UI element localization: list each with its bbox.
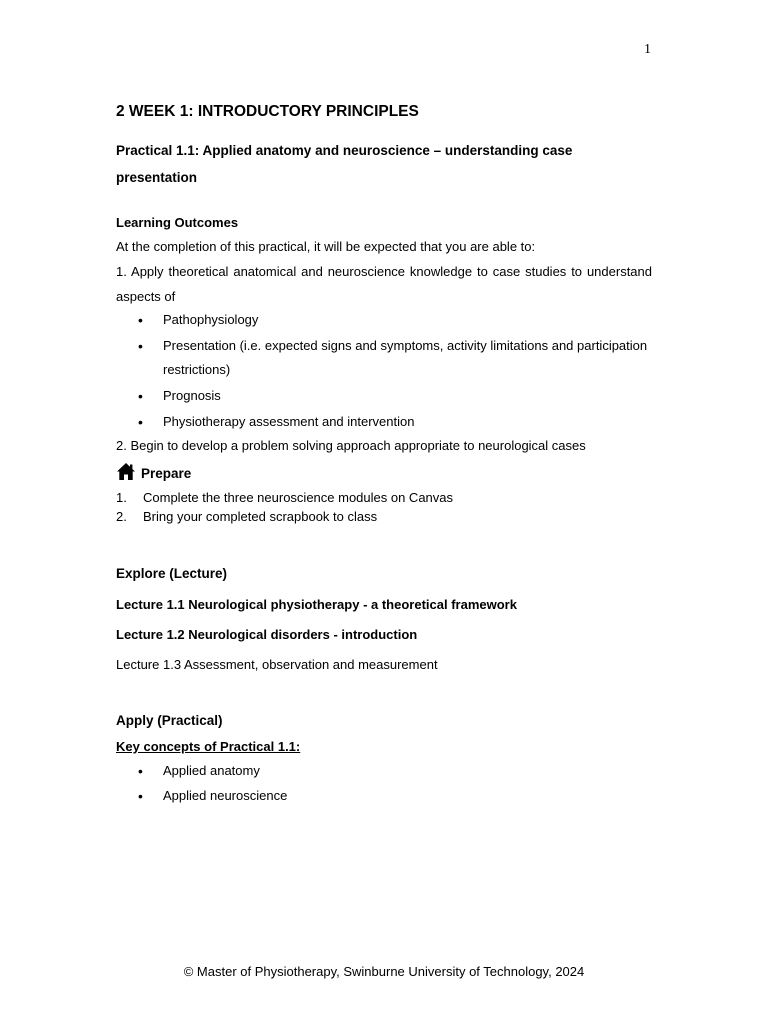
list-item: 2. Bring your completed scrapbook to class — [116, 509, 378, 524]
learning-outcome-1: 1. Apply theoretical anatomical and neuroscience knowledge to case studies to understand aspects of — [116, 264, 652, 304]
key-concepts-title: Key concepts of Practical 1.1: — [116, 739, 301, 754]
lecture-1-1: Lecture 1.1 Neurological physiotherapy - a theoretical framework — [116, 597, 517, 612]
explore-title: Explore (Lecture) — [116, 566, 228, 581]
page-number: 1 — [644, 42, 651, 57]
list-item: • Applied anatomy — [116, 759, 652, 783]
list-item: 1. Complete the three neuroscience modules on Canvas — [116, 490, 454, 505]
list-item: • Presentation (i.e. expected signs and symptoms, activity limitations and participation restrictions) — [116, 334, 652, 382]
list-item: • Prognosis — [116, 384, 652, 408]
page-footer: © Master of Physiotherapy, Swinburne University of Technology, 2024 — [183, 964, 585, 979]
home-icon — [116, 462, 141, 484]
key-concepts-bullets — [116, 759, 652, 808]
lecture-1-2: Lecture 1.2 Neurological disorders - introduction — [116, 627, 418, 642]
list-item: • Physiotherapy assessment and intervention — [116, 410, 652, 434]
prepare-title: Prepare — [141, 465, 192, 481]
section-heading: 2 WEEK 1: INTRODUCTORY PRINCIPLES — [116, 103, 419, 120]
learning-outcome-bullets — [116, 308, 652, 434]
list-item: • Pathophysiology — [116, 308, 652, 332]
list-item: • Applied neuroscience — [116, 784, 652, 808]
apply-title: Apply (Practical) — [116, 713, 223, 728]
lecture-1-3: Lecture 1.3 Assessment, observation and measurement — [116, 657, 438, 672]
prepare-list — [116, 488, 652, 526]
learning-outcomes-title: Learning Outcomes — [116, 215, 239, 230]
prepare-heading — [116, 462, 191, 484]
learning-outcomes-intro: At the completion of this practical, it will be expected that you are able to: — [116, 239, 536, 254]
learning-outcome-2: 2. Begin to develop a problem solving approach appropriate to neurological cases — [116, 438, 586, 453]
practical-title: Practical 1.1: Applied anatomy and neuroscience – understanding case presentation — [116, 143, 573, 185]
